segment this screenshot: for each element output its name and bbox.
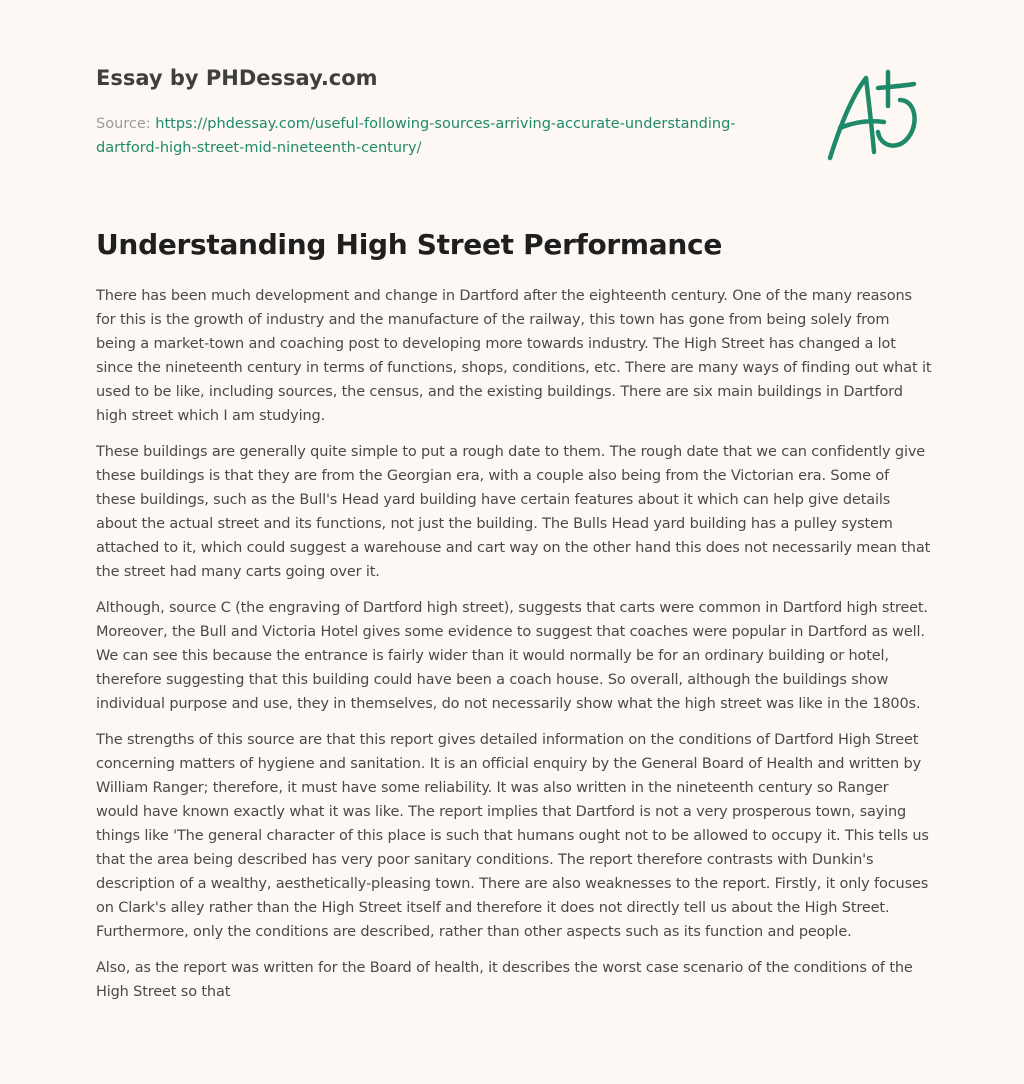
essay-body [96,284,932,1016]
source-label: Source: [96,116,156,132]
page-header [96,64,796,160]
a-plus-logo-icon [818,66,928,166]
source-line [96,112,796,160]
essay-paragraph: These buildings are generally quite simple to put a rough date to them. The rough date that we can confidently give these buildings is that they are from the Georgian era, with a couple also being from the Victorian era. Some of these buildings, such as the Bull's Head yard building have certain features about it which can help give details about the actual street and its functions, not just the building. The Bulls Head yard building has a pulley system attached to it, which could suggest a warehouse and cart way on the other hand this does not necessarily mean that the street had many carts going over it. [96,444,931,580]
essay-paragraph: Also, as the report was written for the Board of health, it describes the worst case scenario of the conditions of the High Street so that [96,960,913,1000]
essay-title: Understanding High Street Performance [96,228,723,261]
site-title: Essay by PHDessay.com [96,66,378,90]
source-link[interactable]: https://phdessay.com/useful-following-sources-arriving-accurate-understanding-dartford-high-street-mid-nineteenth-century/ [96,116,736,156]
essay-paragraph: There has been much development and change in Dartford after the eighteenth century. One of the many reasons for this is the growth of industry and the manufacture of the railway, this town has gone from being solely from being a market-town and coaching post to developing more towards industry. The High Street has changed a lot since the nineteenth century in terms of functions, shops, conditions, etc. There are many ways of finding out what it used to be like, including sources, the census, and the existing buildings. There are six main buildings in Dartford high street which I am studying. [96,288,932,424]
essay-paragraph: Although, source C (the engraving of Dartford high street), suggests that carts were common in Dartford high street. Moreover, the Bull and Victoria Hotel gives some evidence to suggest that coaches were popular in Dartford as well. We can see this because the entrance is fairly wider than it would normally be for an ordinary building or hotel, therefore suggesting that this building could have been a coach house. So overall, although the buildings show individual purpose and use, they in themselves, do not necessarily show what the high street was like in the 1800s. [96,600,928,712]
essay-paragraph: The strengths of this source are that this report gives detailed information on the conditions of Dartford High Street concerning matters of hygiene and sanitation. It is an official enquiry by the General Board of Health and written by William Ranger; therefore, it must have some reliability. It was also written in the nineteenth century so Ranger would have known exactly what it was like. The report implies that Dartford is not a very prosperous town, saying things like 'The general character of this place is such that humans ought not to be allowed to occupy it. This tells us that the area being described has very poor sanitary conditions. The report therefore contrasts with Dunkin's description of a wealthy, aesthetically-pleasing town. There are also weaknesses to the report. Firstly, it only focuses on Clark's alley rather than the High Street itself and therefore it does not directly tell us about the High Street. Furthermore, only the conditions are described, rather than other aspects such as its function and people. [96,732,929,940]
